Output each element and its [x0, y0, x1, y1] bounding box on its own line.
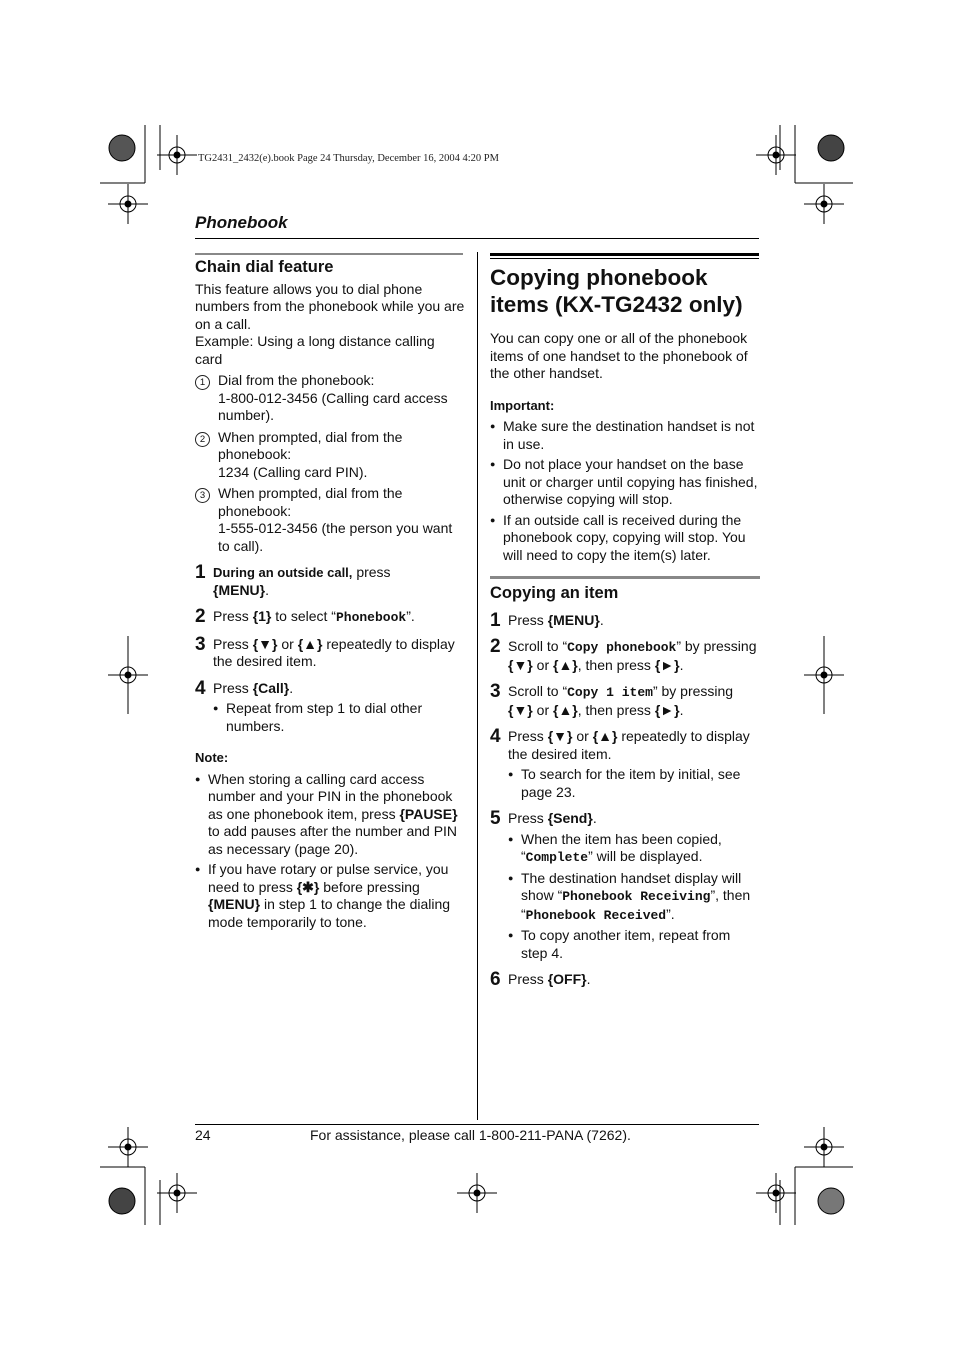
important-list: [490, 418, 760, 564]
chain-dial-example: Example: Using a long distance calling card: [195, 333, 435, 367]
menu-key: {MENU}: [208, 896, 261, 912]
section-title: Phonebook: [195, 213, 288, 232]
display-text: Copy 1 item: [567, 685, 653, 700]
bullet-item: [490, 456, 760, 509]
bullet-icon: ●: [195, 864, 201, 874]
left-heading-rule: [195, 253, 463, 255]
circled-step-text: When prompted, dial from the phonebook:: [218, 485, 403, 519]
footer-rule: [195, 1124, 759, 1125]
notes-list: [195, 771, 465, 932]
right-heading-rule-thin: [490, 258, 759, 259]
step-text: or: [536, 656, 550, 673]
bullet-text: ”.: [666, 905, 675, 922]
bullet-text: ” will be displayed.: [588, 848, 703, 864]
bullet-icon: ●: [490, 421, 496, 431]
bullet-item: [508, 870, 760, 925]
step-text: Scroll to “: [508, 638, 568, 654]
step-number: 1: [195, 562, 206, 583]
header-rule: [195, 238, 759, 239]
step-text: or: [536, 701, 550, 718]
copying-item-heading: Copying an item: [490, 584, 619, 602]
book-header: TG2431_2432(e).book Page 24 Thursday, December 16, 2004 4:20 PM: [198, 153, 499, 164]
bullet-item: [490, 512, 760, 565]
step-number: 2: [490, 636, 501, 657]
bullet-item: [213, 700, 465, 735]
note-text: If you have rotary or pulse service, you need to press: [208, 861, 449, 895]
call-key: {Call}: [252, 679, 290, 696]
display-text: Phonebook Received: [525, 907, 667, 923]
step-text: repeatedly to display the desired item.: [213, 635, 455, 669]
circled-step: [195, 429, 465, 482]
circled-step-detail: 1-800-012-3456 (Calling card access number).: [218, 389, 448, 423]
page-number: 24: [195, 1127, 211, 1143]
circled-number: 2: [195, 432, 210, 447]
off-key: {OFF}: [547, 971, 587, 987]
step-5: 5 Press {Send}. ● When the item has been copied, “Complete” will be displayed. ● The destination handset display will show “Phonebook Receiving”, then “Phonebook Received”. ● To copy another item, repeat from step 4.: [490, 810, 760, 962]
step-3: 3 Scroll to “Copy 1 item” by pressing {▼} or {▲}, then press {►}.: [490, 681, 734, 718]
up-key: {▲}: [553, 656, 578, 673]
note-label: Note:: [195, 750, 229, 765]
note-text: to add pauses after the number and PIN as necessary (page 20).: [208, 823, 458, 857]
step-text: repeatedly to display the desired item.: [508, 728, 750, 762]
important-text: If an outside call is received during the phonebook copy, copying will stop. You will need to copy the item(s) later.: [503, 511, 746, 563]
down-key: {▼}: [508, 701, 533, 718]
bullet-item: [195, 861, 465, 931]
circled-step-detail: 1234 (Calling card PIN).: [218, 463, 368, 480]
circled-step: [195, 372, 465, 425]
step-text: , then press: [577, 656, 651, 673]
step-number: 3: [195, 633, 206, 655]
step-text: Press: [508, 611, 544, 628]
display-text: Copy phonebook: [567, 640, 677, 655]
step-text: ” by pressing: [676, 638, 757, 654]
step-3: [195, 633, 465, 671]
display-text: Phonebook: [335, 610, 407, 625]
star-key: {✱}: [296, 878, 320, 895]
menu-key: {MENU}: [213, 581, 266, 598]
bullet-icon: ●: [490, 459, 496, 469]
circled-step-detail: 1-555-012-3456 (the person you want to call).: [218, 520, 453, 554]
important-text: Do not place your handset on the base unit or charger until copying has finished, otherwise copying will stop.: [503, 456, 758, 507]
step-text: Press: [508, 971, 544, 987]
step-6: 6 Press {OFF}.: [490, 969, 591, 990]
up-key: {▲}: [553, 701, 578, 718]
bullet-text: Repeat from step 1 to dial other numbers.: [226, 700, 423, 734]
bullet-item: [508, 927, 760, 962]
note-text: in step 1 to change the dialing mode temporarily to tone.: [208, 896, 451, 930]
step-1: 1 Press {MENU}.: [490, 609, 604, 631]
important-label: Important:: [490, 397, 555, 413]
step-text: press: [356, 564, 391, 580]
step-number: 1: [490, 609, 501, 631]
step-text: Press: [213, 635, 249, 652]
bullet-icon: ●: [213, 703, 219, 713]
circled-step-text: When prompted, dial from the phonebook:: [218, 428, 403, 462]
bullet-text: ”, then “: [521, 887, 751, 922]
up-key: {▲}: [297, 635, 323, 652]
circled-step-text: Dial from the phonebook:: [218, 372, 375, 388]
step-text: ”.: [406, 608, 415, 624]
step-1: 1 During an outside call, press {MENU}.: [195, 562, 391, 598]
bullet-icon: ●: [195, 773, 201, 784]
step-4: [490, 728, 760, 801]
left-column: [195, 259, 465, 931]
step-number: 3: [490, 681, 501, 702]
bullet-text: The destination handset display will show “: [521, 869, 742, 903]
down-key: {▼}: [547, 728, 573, 744]
chain-dial-heading: Chain dial feature: [195, 258, 334, 276]
key-1: {1}: [252, 608, 272, 624]
right-heading-rule-thick: [490, 253, 759, 256]
step-bold-text: During an outside call,: [213, 565, 353, 580]
bullet-icon: ●: [508, 872, 514, 883]
bullet-text: When the item has been copied, “: [521, 830, 722, 864]
bullet-item: [490, 418, 760, 453]
step-text: or: [281, 635, 294, 652]
step-number: 6: [490, 969, 501, 990]
subheading-rule: [490, 576, 760, 579]
bullet-text: To copy another item, repeat from step 4.: [521, 927, 731, 961]
down-key: {▼}: [508, 656, 533, 673]
copying-intro: You can copy one or all of the phonebook items of one handset to the phonebook of the other handset.: [490, 330, 748, 381]
step-2: [195, 608, 465, 627]
step-text: ” by pressing: [652, 683, 734, 699]
menu-key: {MENU}: [547, 611, 600, 628]
assistance-text: For assistance, please call 1-800-211-PANA (7262).: [310, 1127, 631, 1143]
bullet-icon: ●: [490, 514, 496, 525]
step-text: to select “: [275, 608, 336, 624]
copying-heading: Copying phonebook items (KX-TG2432 only): [490, 265, 743, 317]
down-key: {▼}: [252, 635, 278, 652]
bullet-icon: ●: [508, 833, 514, 844]
bullet-icon: ●: [508, 769, 514, 779]
step-text: Press: [508, 810, 544, 826]
note-text: When storing a calling card access number and your PIN in the phonebook as one phonebook item, press: [208, 770, 453, 822]
bullet-item: [508, 831, 760, 867]
step-number: 4: [490, 726, 501, 747]
step-text: Scroll to “: [508, 683, 568, 699]
right-key: {►}: [654, 701, 680, 718]
step-4: 4 Press {Call}. ● Repeat from step 1 to dial other numbers.: [195, 680, 465, 736]
pause-key: {PAUSE}: [399, 805, 458, 822]
up-key: {▲}: [592, 728, 618, 744]
step-text: Press: [213, 608, 249, 624]
circled-number: 3: [195, 488, 210, 503]
step-number: 5: [490, 808, 501, 829]
right-column: [490, 264, 760, 989]
column-divider: [477, 252, 478, 1120]
right-key: {►}: [654, 656, 680, 673]
chain-dial-intro: This feature allows you to dial phone numbers from the phonebook while you are on a call.: [195, 280, 465, 332]
note-text: before pressing: [323, 878, 420, 895]
circled-number: 1: [195, 375, 210, 390]
bullet-text: To search for the item by initial, see page 23.: [521, 766, 741, 800]
step-text: , then press: [577, 701, 651, 718]
bullet-item: [195, 771, 465, 859]
step-number: 2: [195, 606, 206, 627]
circled-step: [195, 485, 465, 555]
display-text: Phonebook Receiving: [562, 889, 711, 904]
step-text: Press: [213, 679, 249, 696]
step-text: Press: [508, 728, 544, 744]
step-text: or: [576, 728, 589, 744]
step-number: 4: [195, 677, 206, 699]
bullet-item: [508, 766, 760, 801]
important-text: Make sure the destination handset is not in use.: [503, 418, 755, 452]
send-key: {Send}: [547, 810, 593, 826]
display-text: Complete: [525, 850, 589, 865]
step-2: 2 Scroll to “Copy phonebook” by pressing {▼} or {▲}, then press {►}.: [490, 636, 757, 673]
bullet-icon: ●: [508, 930, 514, 940]
